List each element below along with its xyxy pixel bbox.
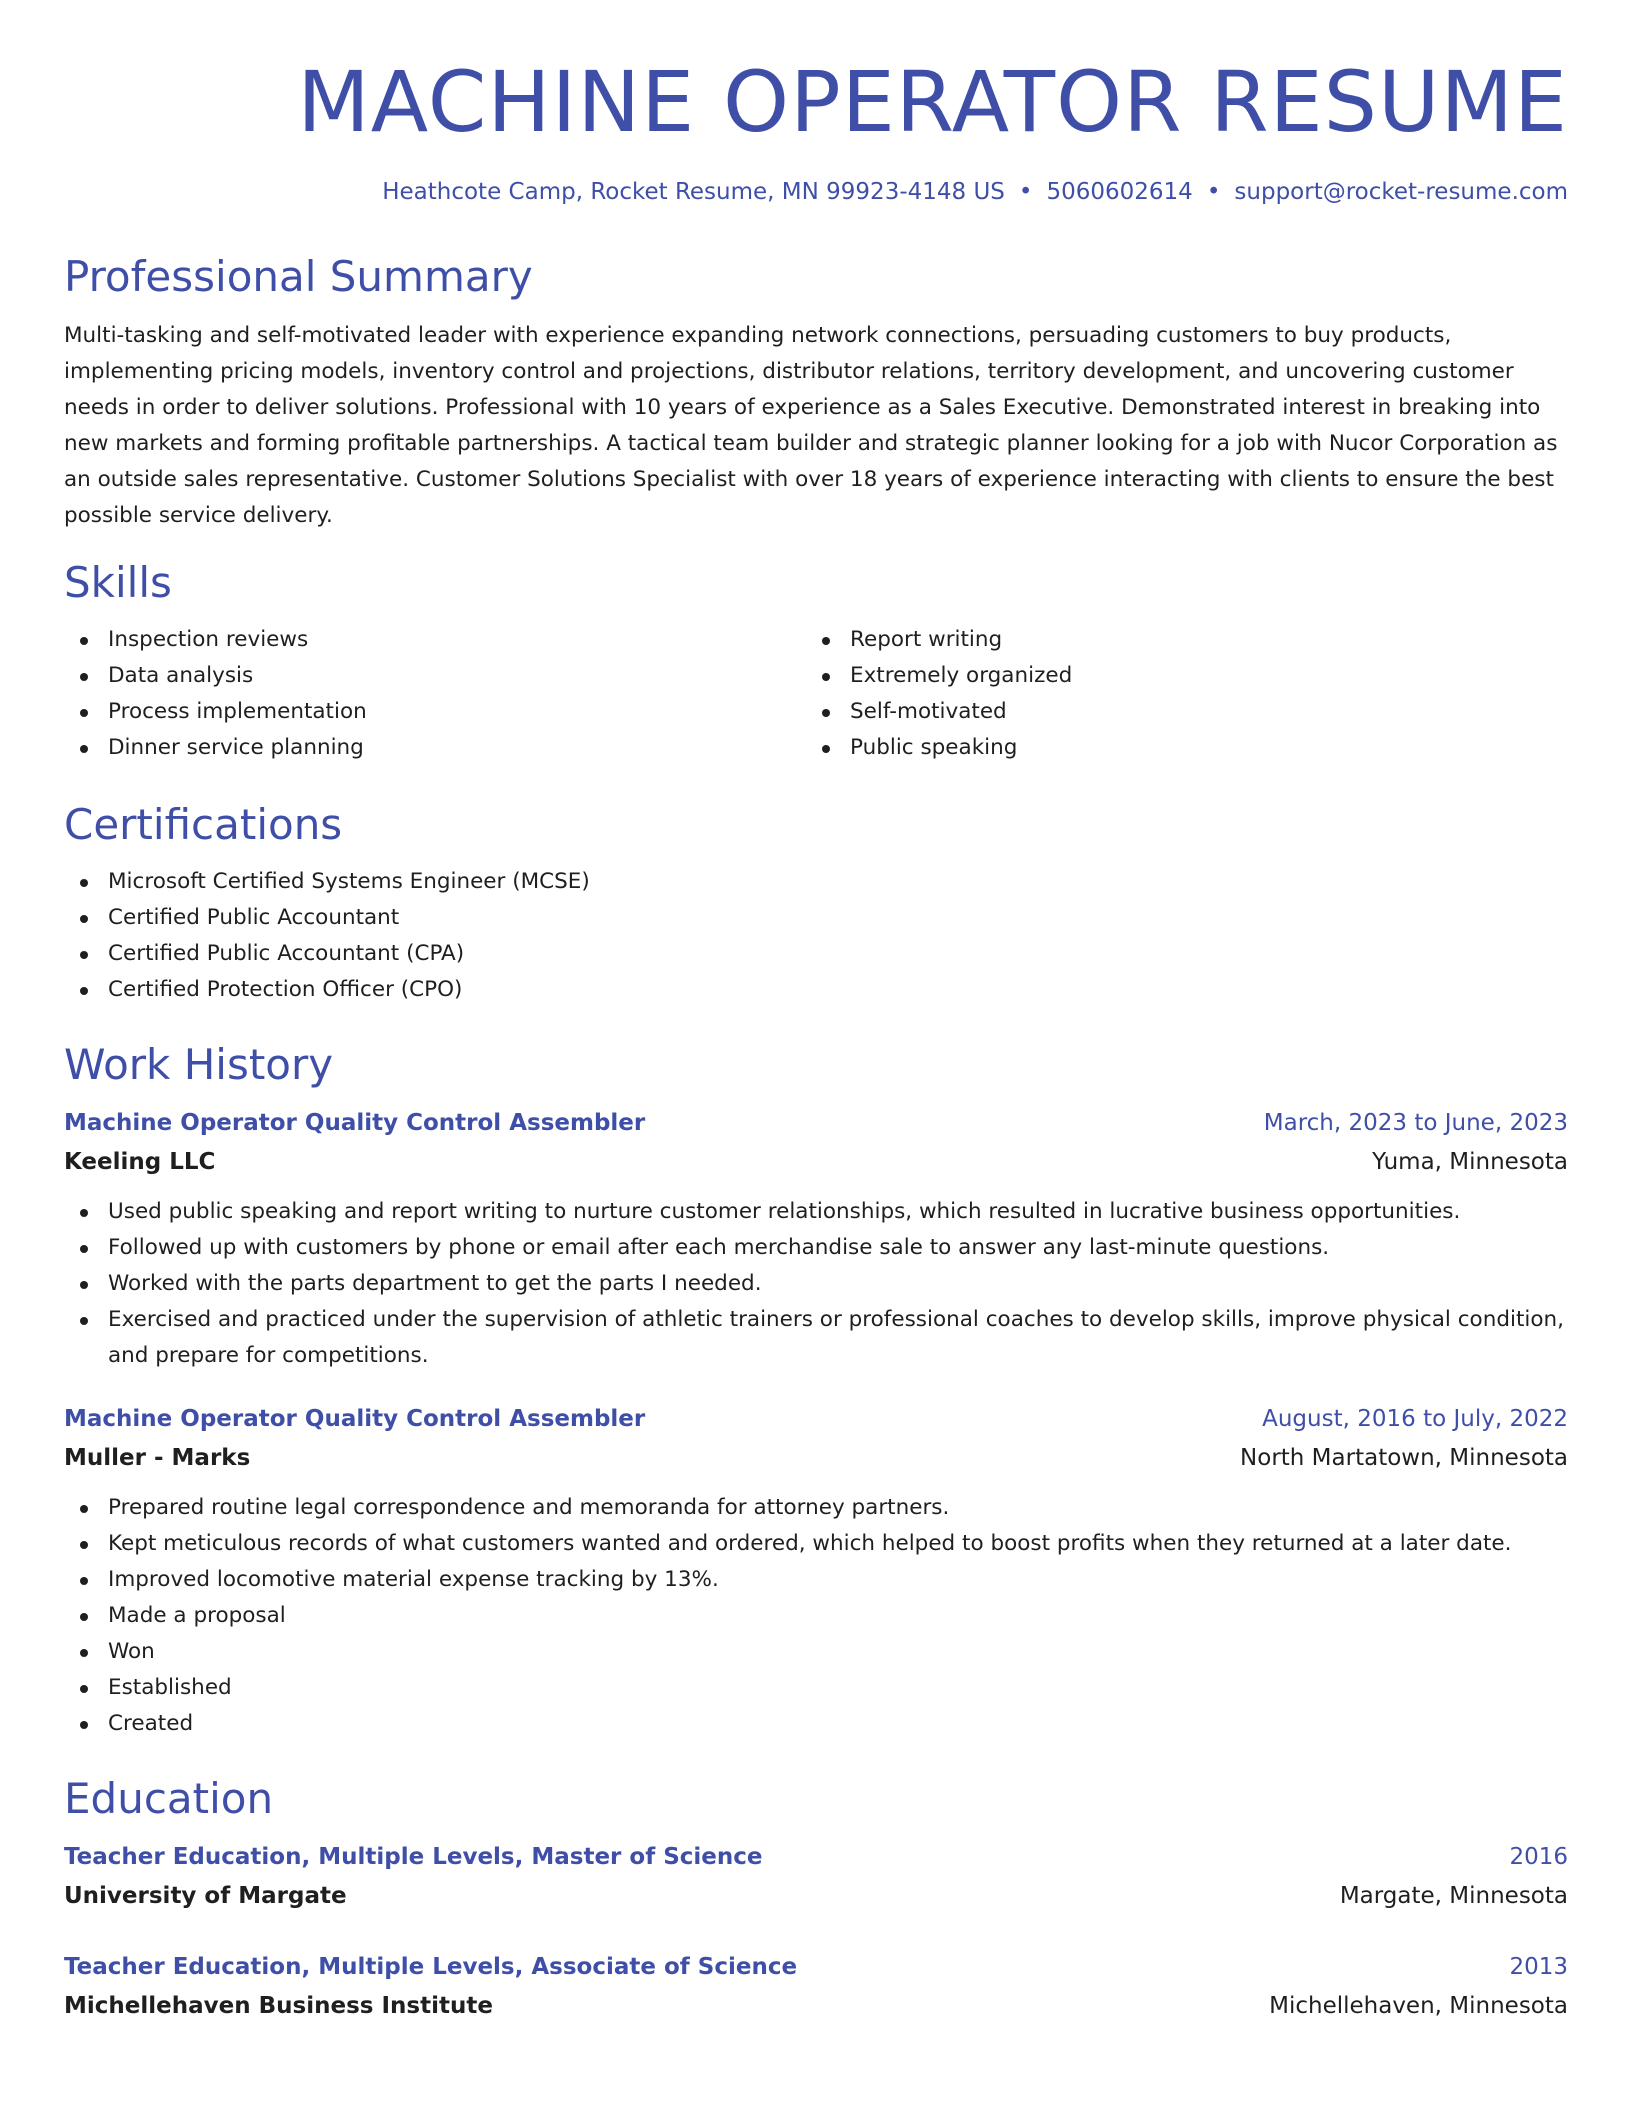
skill-item: Data analysis xyxy=(64,658,806,694)
job-dates: March, 2023 to June, 2023 xyxy=(1263,1110,1568,1136)
job-bullets xyxy=(64,1490,1568,1742)
job-bullet: Established xyxy=(64,1670,1568,1706)
education-entry xyxy=(64,1838,1568,1916)
skills-section xyxy=(64,556,1568,766)
skill-item: Report writing xyxy=(806,622,1548,658)
skill-item: Inspection reviews xyxy=(64,622,806,658)
skill-item: Extremely organized xyxy=(806,658,1548,694)
degree: Teacher Education, Multiple Levels, Master of Science xyxy=(64,1844,763,1870)
education-entry xyxy=(64,1948,1568,2026)
work-history-section xyxy=(64,1038,1568,1742)
summary-heading: Professional Summary xyxy=(64,252,533,301)
job-bullet: Kept meticulous records of what customers wanted and ordered, which helped to boost profits when they returned at a later date. xyxy=(64,1526,1568,1562)
school-name: University of Margate xyxy=(64,1883,347,1909)
skills-columns xyxy=(64,622,1568,766)
skills-list-right xyxy=(806,622,1548,766)
summary-text: Multi-tasking and self-motivated leader with experience expanding network connections, persuading customers to buy products, implementing pricing models, inventory control and projections, distributor relations, territory development, and uncovering customer needs in order to deliver solutions. Professional with 10 years of experience as a Sales Executive. Demonstrated interest in breaking into new markets and forming profitable partnerships. A tactical team builder and strategic planner looking for a job with Nucor Corporation as an outside sales representative. Customer Solutions Specialist with over 18 years of experience interacting with clients to ensure the best possible service delivery. xyxy=(64,323,1558,528)
certification-item: Certified Protection Officer (CPO) xyxy=(64,972,1568,1008)
separator-dot: • xyxy=(1206,179,1221,205)
school-location: Margate, Minnesota xyxy=(1339,1883,1568,1909)
school-name: Michellehaven Business Institute xyxy=(64,1993,493,2019)
resume-title: MACHINE OPERATOR RESUME xyxy=(297,53,1568,151)
graduation-year: 2013 xyxy=(1509,1954,1568,1980)
job-location: Yuma, Minnesota xyxy=(1372,1149,1568,1175)
resume-page xyxy=(64,48,1568,2026)
job-bullet: Created xyxy=(64,1706,1568,1742)
education-heading: Education xyxy=(64,1774,274,1823)
skill-item: Process implementation xyxy=(64,694,806,730)
job-subheader xyxy=(64,1142,1568,1182)
work-history-heading: Work History xyxy=(64,1040,334,1089)
job-bullet: Improved locomotive material expense tracking by 13%. xyxy=(64,1562,1568,1598)
job-dates: August, 2016 to July, 2022 xyxy=(1262,1406,1568,1432)
certification-item: Certified Public Accountant xyxy=(64,900,1568,936)
job-bullet: Used public speaking and report writing to nurture customer relationships, which resulted in lucrative business opportunities. xyxy=(64,1194,1568,1230)
job-subheader xyxy=(64,1438,1568,1478)
skill-item: Public speaking xyxy=(806,730,1548,766)
skills-heading: Skills xyxy=(64,558,172,607)
separator-dot: • xyxy=(1018,179,1033,205)
job-entry xyxy=(64,1104,1568,1374)
education-header xyxy=(64,1838,1568,1876)
certifications-section xyxy=(64,798,1568,1008)
school-location: Michellehaven, Minnesota xyxy=(1269,1993,1568,2019)
skills-list-left xyxy=(64,622,806,766)
certifications-heading: Certifications xyxy=(64,800,343,849)
skill-item: Dinner service planning xyxy=(64,730,806,766)
job-title: Machine Operator Quality Control Assembler xyxy=(64,1110,646,1136)
job-bullet: Made a proposal xyxy=(64,1598,1568,1634)
graduation-year: 2016 xyxy=(1509,1844,1568,1870)
job-bullet: Worked with the parts department to get the parts I needed. xyxy=(64,1266,1568,1302)
job-title: Machine Operator Quality Control Assembler xyxy=(64,1406,646,1432)
job-bullet: Followed up with customers by phone or email after each merchandise sale to answer any last-minute questions. xyxy=(64,1230,1568,1266)
certifications-list xyxy=(64,864,1568,1008)
certification-item: Microsoft Certified Systems Engineer (MCSE) xyxy=(64,864,1568,900)
contact-email[interactable]: support@rocket-resume.com xyxy=(1234,179,1568,205)
certification-item: Certified Public Accountant (CPA) xyxy=(64,936,1568,972)
contact-line xyxy=(64,176,1568,208)
job-company: Muller - Marks xyxy=(64,1445,251,1471)
job-header xyxy=(64,1104,1568,1142)
contact-address: Heathcote Camp, Rocket Resume, MN 99923-4148 US xyxy=(382,179,1005,205)
summary-section xyxy=(64,250,1568,534)
job-header xyxy=(64,1400,1568,1438)
education-section xyxy=(64,1772,1568,2026)
education-subheader xyxy=(64,1876,1568,1916)
skill-item: Self-motivated xyxy=(806,694,1548,730)
job-company: Keeling LLC xyxy=(64,1149,216,1175)
education-subheader xyxy=(64,1986,1568,2026)
job-bullet: Exercised and practiced under the supervision of athletic trainers or professional coaches to develop skills, improve physical condition, and prepare for competitions. xyxy=(64,1302,1568,1374)
job-bullet: Won xyxy=(64,1634,1568,1670)
job-bullets xyxy=(64,1194,1568,1374)
job-bullet: Prepared routine legal correspondence and memoranda for attorney partners. xyxy=(64,1490,1568,1526)
contact-phone: 5060602614 xyxy=(1046,179,1193,205)
job-entry xyxy=(64,1400,1568,1742)
job-location: North Martatown, Minnesota xyxy=(1240,1445,1568,1471)
education-header xyxy=(64,1948,1568,1986)
degree: Teacher Education, Multiple Levels, Associate of Science xyxy=(64,1954,798,1980)
